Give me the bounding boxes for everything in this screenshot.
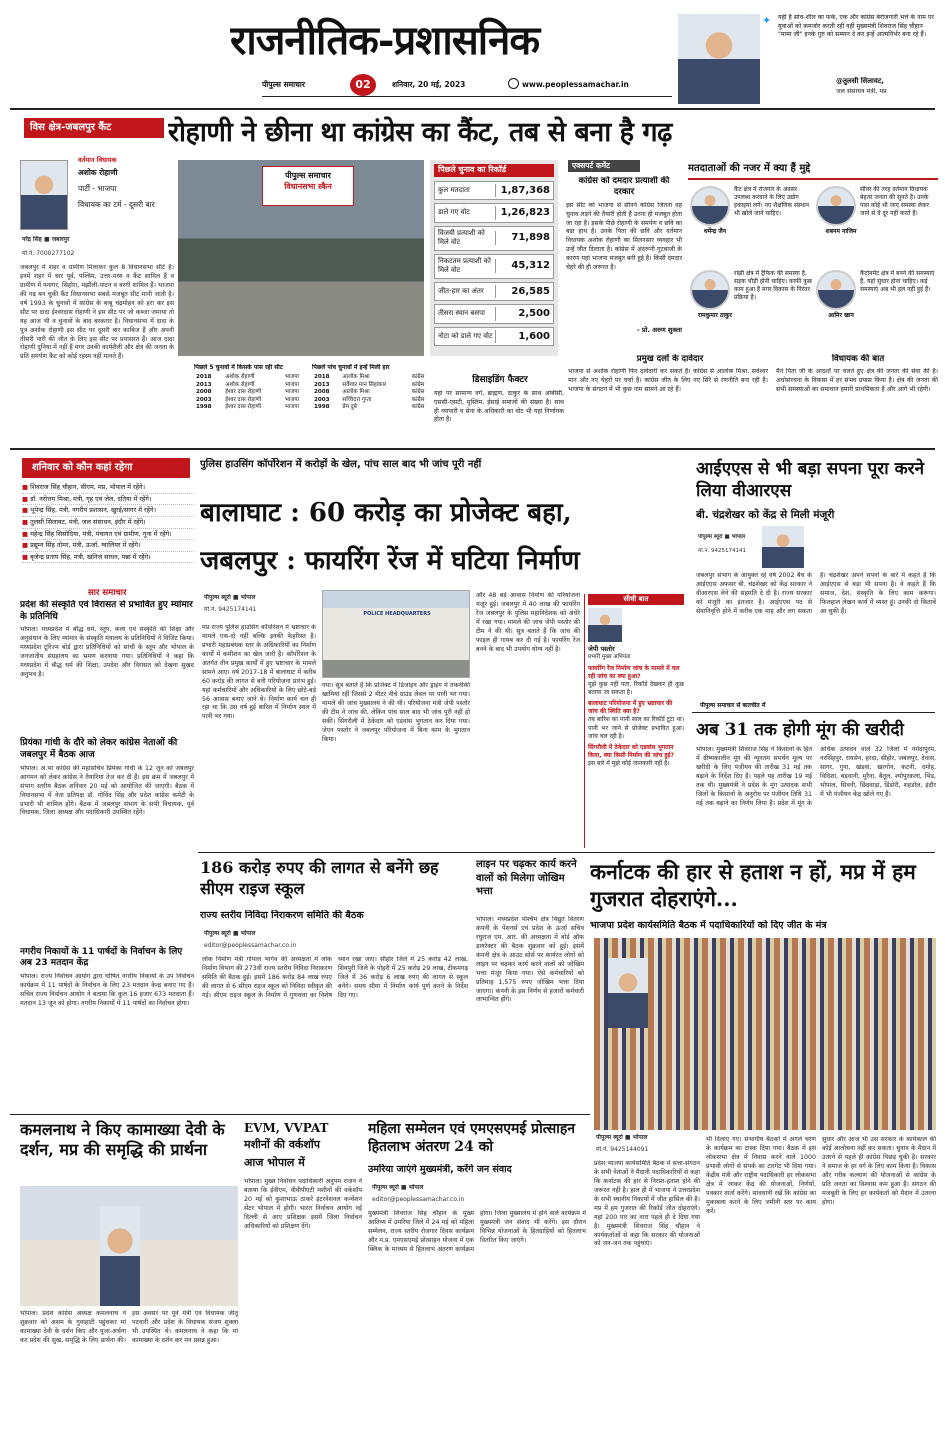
history-party: भाजपा bbox=[284, 389, 300, 396]
history-row bbox=[312, 404, 434, 412]
voter-comment: कैंट क्षेत्र में रोजगार के अवसर उपलब्ध करवाने के लिए उद्योग इकाइयां लगें। नए शैक्षणिक संस्थान भी खोले जाने चाहिए। bbox=[734, 186, 809, 218]
stat-label: विजयी प्रत्याशी को मिले वोट bbox=[438, 228, 485, 247]
masthead bbox=[0, 0, 945, 108]
history-year: 2013 bbox=[196, 381, 212, 388]
scan-brand: पीपुल्स समाचार bbox=[285, 171, 331, 180]
stat-value: 1,600 bbox=[495, 330, 550, 344]
history-row bbox=[312, 389, 434, 397]
section-title: राजनीतिक-प्रशासनिक bbox=[230, 17, 540, 64]
mla-says-text: मैंने पिता जी के आदर्शों पर चलते हुए क्षेत्र की जनता की सेवा की है। अधोसंरचना के विकास में हर संभव प्रयास किया है। क्षेत्र की जनता की सभी समस्याओं का समाधान हमारी प्राथमिकता है और आगे भी रहेगी। bbox=[776, 368, 938, 393]
stat-row bbox=[434, 282, 554, 302]
history-name: आलोक मिश्रा bbox=[342, 374, 370, 381]
saturday-list bbox=[22, 482, 194, 570]
winners-box bbox=[194, 364, 310, 440]
history-party: कांग्रेस bbox=[411, 404, 425, 411]
hq-sign: POLICE HEADQUARTERS bbox=[363, 611, 431, 617]
issue-date: शनिवार, 20 मई, 2023 bbox=[392, 80, 466, 89]
voter-photo bbox=[690, 186, 730, 226]
ias-headline: आईएएस से भी बड़ा सपना पूरा करने लिया वीआरएस bbox=[696, 459, 925, 502]
moong-headline: अब 31 तक होगी मूंग की खरीदी bbox=[696, 720, 904, 740]
tweet-role: जल संसाधन मंत्री, मप्र bbox=[836, 88, 887, 95]
stats-list bbox=[434, 181, 554, 346]
moong-body: भोपाल। मुख्यमंत्री शिवराज सिंह ने किसानों के हित में ग्रीष्मकालीन मूंग की न्यूनतम समर्थन मूल्य पर खरीदी के लिए पंजीयन की तारीख 31 मई तक बढ़ाने के निर्देश दिए हैं। पहले यह तारीख 19 मई तक थी। मुख्यमंत्री ने प्रदेश के मूंग उत्पादक सभी जिलों के किसानों के अनुरोध पर पंजीयन तिथि 31 मई तक बढ़ाने का निर्णय लिया है। प्रदेश में मूंग के अधिक उत्पादन वाले 32 जिलों में नर्मदापुरम, नरसिंहपुर, रायसेन, हरदा, सीहोर, जबलपुर, देवास, सागर, गुना, खंडवा, खरगोन, कटनी, दमोह, विदिशा, बड़वानी, मुरैना, बैतूल, श्योपुरकलां, भिंड, भोपाल, सिवनी, छिंदवाड़ा, डिंडोरी, शहडोल, इंदौर में भी पंजीयन केंद्र खोले गए हैं। bbox=[696, 746, 936, 807]
history-row bbox=[194, 374, 310, 382]
schedule-item: ■ डॉ. नरोत्तम मिश्रा, मंत्री, गृह एवं जेल, दतिया में रहेंगे। bbox=[22, 494, 194, 506]
stat-label: कुल मतदाता bbox=[438, 185, 470, 194]
history-party: कांग्रेस bbox=[411, 374, 425, 381]
karnataka-subhead: भाजपा प्रदेश कार्यसमिति बैठक में पदाधिकारियों को दिए जीत के मंत्र bbox=[590, 920, 827, 931]
losers-box bbox=[312, 364, 434, 440]
history-year: 2003 bbox=[196, 396, 212, 403]
schedule-item: ■ शिवराज सिंह चौहान, सीएम, मप्र, भोपाल में रहेंगे। bbox=[22, 482, 194, 494]
history-row bbox=[312, 374, 434, 382]
ias-footer: पीपुल्स समाचार से बातचीत में bbox=[700, 702, 766, 709]
evm-headline-2: मशीनों की वर्कशॉप bbox=[244, 1138, 320, 1151]
stat-value: 1,87,368 bbox=[495, 184, 550, 198]
history-party: कांग्रेस bbox=[411, 396, 425, 403]
police-headline-1: बालाघाट : 60 करोड़ का प्रोजेक्ट बहा, bbox=[200, 498, 572, 528]
voter-photo bbox=[816, 186, 856, 226]
factor-text: यहां पर सामान्य वर्ग, ब्राह्मण, ठाकुर के साथ ओबीसी, एससी-एसटी, मुस्लिम, ईसाई समाजों की संख्या है। साथ ही व्यापारी व सेना के अधिकारी का वोट भी यहां निर्णायक होता है। bbox=[434, 390, 564, 424]
lead-body: जबलपुर में शहर व ग्रामीण मिलाकर कुल 8 विधानसभा सीटें हैं। इनमें शहर में चार पूर्व, पश्चिम, उत्तर-मध्य व कैंट शामिल हैं व ग्रामीण में पनागर, सिहोरा, मंझौली-पाटन व बरगी शामिल हैं। भाजपा की गढ़ बन चुकी कैंट विधानसभा सबसे मजबूत सीट मानी जाती है। वर्ष 1993 के चुनावों में कांग्रेस के बाबू चंद्रमोहन को हरा कर इस सीट पर दादा ईश्वरदास रोहाणी ने इस सीट पर जो कब्जा जमाया तो यह आज भी व चुनावों के बाद बरकरार है। विधानसभा में दादा के पुत्र अशोक रोहाणी इस सीट पर दूसरी बार काबिज हैं और अपनी तीसरी पारी की जीत के लिए इस सीट पर प्रयासरत हैं। आज दादा रोहाणी दुनिया में नहीं हैं मगर उनकी कार्यशैली और क्षेत्र की जनता के प्रति समर्पण कैंट को कोई रहस्य नहीं मानते हैं। bbox=[20, 264, 174, 361]
ias-mobile: मो.नं. 9425174141 bbox=[698, 548, 747, 554]
voter-comment: रांझी क्षेत्र में ट्रैफिक की समस्या है, सड़क चौड़ी होनी चाहिए। काफी कुछ काम हुआ है मगर विकास के निरंतर प्रक्रिया है। bbox=[734, 270, 812, 302]
qa-answer: मुझे कुछ नहीं पता, रिकॉर्ड देखकर ही कुछ बताया जा सकता है। bbox=[588, 680, 684, 697]
voter-photo bbox=[816, 270, 856, 310]
history-name: सच्चिदत्त गुप्ता bbox=[342, 396, 372, 403]
paper-name: पीपुल्स समाचार bbox=[262, 80, 305, 89]
qa-person: जेपी पस्तोर bbox=[588, 645, 615, 654]
speaker bbox=[608, 958, 648, 1028]
lead-headline: रोहाणी ने छीना था कांग्रेस का कैंट, तब से बना है गढ़ bbox=[168, 117, 672, 148]
stats-panel bbox=[430, 160, 558, 356]
police-byline: पीपुल्स ब्यूरो ■ भोपाल bbox=[204, 594, 256, 601]
history-name: ईश्वर दास रोहाणी bbox=[225, 396, 262, 403]
brief-column bbox=[20, 600, 194, 1112]
constituency-photo bbox=[178, 160, 424, 356]
voter-name: धर्मेन्द्र जैन bbox=[703, 228, 727, 235]
mla-party: पार्टी - भाजपा bbox=[78, 184, 117, 193]
brief-text: भोपाल। राज्य निर्वाचन आयोग द्वारा घोषित नगरीय निकायों के उप निर्वाचन कार्यक्रम में 11 पार्षदों के निर्वाचन के लिए 23 मतदान केन्द्र बनाए गए हैं। सचिव राज्य निर्वाचन आयोग ने बताया कि कुल 16 हजार 673 मतदाता हैं। मतदान 13 जून को होगा। नगरीय निकायों में 11 पार्षदों का निर्वाचन होगा। bbox=[20, 973, 194, 1007]
ias-body: जबलपुर संभाग के आयुक्त रहे वर्ष 2002 बैच के आईएएस अफसर बी. चंद्रशेखर को केंद्र सरकार ने वीआरएस लेने की सहमति दे दी है। राज्य सरकार को मंजूरी का इंतजार है। आईएएस पद से सेवानिवृत्ति होने में करीब एक माह और लग सकता है। चंद्रशेखर अपने सपनों के बारे में कहते हैं कि आईएएस से बड़ा भी सपना है। वे कहते हैं कि समाज, देश, संस्कृति के लिए काम करूंगा। फिलहाल लेखन कार्य में व्यस्त हूं। उनकी दो किताबें आ चुकी हैं। bbox=[696, 572, 936, 615]
qa-question: फायरिंग रेंज निर्माण जांच के मामले में चल रही जांच का क्या हुआ? bbox=[588, 664, 680, 680]
brief-title: नगरीय निकायों के 11 पार्षदों के निर्वाचन के लिए अब 23 मतदान केंद्र bbox=[20, 946, 183, 969]
ias-subhead: बी. चंद्रशेखर को केंद्र से मिली मंजूरी bbox=[696, 509, 835, 521]
losers-table bbox=[312, 374, 434, 412]
kamalnath-photo bbox=[20, 1186, 238, 1306]
schedule-item: ■ प्रद्युम्न सिंह तोमर, मंत्री, ऊर्जा, ग्वालियर में रहेंगे। bbox=[22, 540, 194, 552]
stat-value: 45,312 bbox=[495, 259, 550, 273]
history-year: 2003 bbox=[314, 396, 330, 403]
women-headline: महिला सम्मेलन एवं एमएसएमई प्रोत्साहन हितलाभ अंतरण 24 को bbox=[368, 1121, 576, 1156]
hq-photo bbox=[322, 590, 470, 678]
ias-byline: पीपुल्स ब्यूरो ■ भोपाल bbox=[698, 534, 746, 540]
stat-label: नोटा को डाले गए वोट bbox=[438, 331, 493, 340]
history-year: 2013 bbox=[314, 381, 330, 388]
karnataka-headline: कर्नाटक की हार से हताश न हों, मप्र में हम गुजरात दोहराएंगे... bbox=[590, 859, 916, 912]
history-party: कांग्रेस bbox=[411, 381, 425, 388]
minister-tweet: यही है सोच-शील का फर्क, एक और कांग्रेस बेरोजगारी भत्ते के नाम पर युवाओं को कमजोर करती रही वहीं मुख्यमंत्री शिवराज सिंह चौहान "मामा जी" इनके गुरु को सम्मान दे कर इन्हें आत्मनिर्भर बना रहे हैं। bbox=[778, 14, 934, 39]
parties-text: भाजपा से अशोक रोहाणी फिर दावेदारी कर सकते हैं। कांग्रेस से आलोक मिश्रा, सर्वेश्वर मान और नए चेहरों पर चर्चा है। कांग्रेस जीत के लिए नए सिरे से रणनीति बना रही है। भाजपा के संगठन में भी कुछ नाम सामने आ रहे हैं। bbox=[568, 368, 768, 393]
globe-icon bbox=[508, 78, 519, 89]
stats-title: पिछले चुनाव का रिकॉर्ड bbox=[434, 164, 554, 177]
voter-card bbox=[690, 186, 812, 236]
winners-table bbox=[194, 374, 310, 412]
cmrise-byline: पीपुल्स ब्यूरो ■ भोपाल bbox=[204, 930, 256, 937]
stat-value: 1,26,823 bbox=[495, 206, 550, 220]
history-name: ईश्वर दास रोहाणी bbox=[225, 404, 262, 411]
stat-value: 26,585 bbox=[495, 285, 550, 299]
voter-comment: सीवर की तरह वर्तमान विधायक बेहतर जनता की सुनते हैं। उनके पास कोई भी जाए समस्या लेकर जाने से वे दूर नहीं करते हैं। bbox=[860, 186, 929, 218]
stat-row bbox=[434, 254, 554, 279]
ias-photo bbox=[762, 526, 804, 568]
police-body-2: गया। सूत्र बताते हैं कि प्रोजेक्ट में डिजाइन और ड्राइंग में तकनीकी खामियां रहीं जिससे 2 मीटर नीचे ग्राउंड लेवल पर पानी भर गया। मामले की जांच मुख्यालय ने की थी। परियोजना मंत्री जेपी पस्तोर की टीम ने जांच की, लेकिन पांच साल बाद भी जांच पूरी नहीं हो सकी। सिंगरौली में ठेकेदार को एडवांस भुगतान कर दिया गया। जेएन पस्तोर ने जबलपुर परियोजना में बिना काम के भुगतान किया। bbox=[322, 682, 470, 743]
website-link[interactable]: www.peoplessamachar.in bbox=[522, 80, 629, 89]
women-body: मुख्यमंत्री शिवराज सिंह चौहान के मुख्य आतिथ्य में उमरिया जिले में 24 मई को महिला सम्मेलन, राज्य स्तरीय रोजगार दिवस कार्यक्रम और म.प्र. एमएसएमई प्रोत्साहन योजना में एक क्लिक के माध्यम से हितलाभ अंतरण कार्यक्रम होगा। जिला मुख्यालय में होने वाले कार्यक्रम में मुख्यमंत्री जन संवाद भी करेंगे। इस दौरान विभिन्न योजनाओं के हितग्राहियों को हितलाभ वितरित किए जाएंगे। bbox=[368, 1210, 586, 1253]
brief-title: प्रदेश की संस्कृति एवं विरासत से प्रभावित हुए म्यांमार के प्रतिनिधि bbox=[20, 600, 193, 622]
history-party: भाजपा bbox=[284, 374, 300, 381]
stat-label: तीसरा स्थान बसपा bbox=[438, 309, 485, 318]
qa-box bbox=[584, 594, 684, 848]
voter-name: शबनम नाजिम bbox=[825, 228, 857, 235]
losers-title: पिछले पांच चुनावों में इन्हें मिली हार bbox=[312, 364, 390, 371]
history-year: 1998 bbox=[314, 404, 330, 411]
police-overline: पुलिस हाउसिंग कॉर्पोरेशन में करोड़ों के खेल, पांच साल बाद भी जांच पूरी नहीं bbox=[200, 459, 482, 470]
brief-label: सार समाचार bbox=[88, 588, 127, 598]
kamalnath-body: भोपाल। प्रदेश कांग्रेस अध्यक्ष कमलनाथ ने शुक्रवार को असम के गुवाहाटी पहुंचकर मां कामाख्या देवी के दर्शन किए और पूजा-अर्चना कर प्रदेश की सुख, समृद्धि के लिए प्रार्थना की। इस अवसर पर पूर्व मंत्री एवं विधायक जीतू पटवारी और प्रदेश के विधायक संजय शुक्ला भी उपस्थित थे। कमलनाथ ने कहा कि मां कामाख्या के दर्शन कर मन प्रसन्न हुआ। bbox=[20, 1310, 238, 1344]
women-byline: पीपुल्स ब्यूरो ■ भोपाल bbox=[372, 1184, 424, 1191]
evm-headline-3: आज भोपाल में bbox=[244, 1156, 305, 1169]
mla-photo bbox=[20, 160, 68, 230]
lead-kicker: विस क्षेत्र-जबलपुर कैंट bbox=[24, 118, 164, 138]
history-name: आलोक मिश्रा bbox=[342, 389, 370, 396]
qa-role: प्रभारी मुख्य अभियंता bbox=[588, 654, 631, 661]
brief-title: प्रियंका गांधी के दौरे को लेकर कांग्रेस नेताओं की जबलपुर में बैठक आज bbox=[20, 738, 178, 761]
stat-row bbox=[434, 327, 554, 347]
voter-name: रामकुमार ठाकुर bbox=[698, 312, 732, 319]
history-name: अशोक रोहाणी bbox=[225, 374, 255, 381]
voter-card bbox=[690, 270, 812, 320]
history-party: भाजपा bbox=[284, 396, 300, 403]
twitter-icon: ✦ bbox=[762, 16, 772, 26]
history-year: 2018 bbox=[314, 374, 330, 381]
qa-question: सिंगरौली में ठेकेदार को एडवांस भुगतान किया, क्या किसी निर्माण की जांच हुई? bbox=[588, 743, 674, 759]
schedule-item: ■ महेन्द्र सिंह सिसोदिया, मंत्री, पंचायत एवं ग्रामीण, गुना में रहेंगे। bbox=[22, 529, 194, 541]
mla-label: वर्तमान विधायक bbox=[78, 156, 117, 164]
mla-term: विधायक का टर्म - दूसरी बार bbox=[78, 200, 155, 209]
schedule-item: ■ तुलसी सिलावट, मंत्री, जल संसाधन, इंदौर में रहेंगे। bbox=[22, 517, 194, 529]
lead-reporter: नरेंद्र सिंह ■ जबलपुर bbox=[22, 236, 70, 243]
cmrise-subhead: राज्य स्तरीय निविदा निराकरण समिति की बैठक bbox=[200, 910, 364, 921]
line-headline: लाइन पर चढ़कर कार्य करने वालों को मिलेगा जोखिम भत्ता bbox=[476, 859, 577, 897]
voter-name: आमिर खान bbox=[828, 312, 854, 319]
tweet-handle: @तुलसी सिलावट, bbox=[836, 77, 884, 85]
brief-text: भोपाल। अ.भा कांग्रेस की महासचिव प्रियंका गांधी के 12 जून को जबलपुर आगमन को लेकर कांग्रेस ने तैयारियां तेज कर दी हैं। इस क्रम में जबलपुर में संभाग स्तरीय बैठक शनिवार 20 मई को आयोजित की जाएगी। बैठक में विधानसभा में नेता प्रतिपक्ष डॉ. गोविंद सिंह और प्रदेश कांग्रेस कमेटी के प्रभारी भी शामिल होंगे। बैठक में जबलपुर संभाग के सभी विधायक, पूर्व विधायक, जिला अध्यक्ष और पदाधिकारी उपस्थित रहेंगे। bbox=[20, 764, 194, 817]
history-name: अशोक रोहाणी bbox=[225, 381, 255, 388]
stat-row bbox=[434, 304, 554, 324]
cmrise-headline: 186 करोड़ रुपए की लागत से बनेंगे छह सीएम राइज स्कूल bbox=[200, 858, 439, 898]
history-name: ईश्वर दास रोहाणी bbox=[225, 389, 262, 396]
cmrise-email: editor@peoplessamachar.co.in bbox=[204, 942, 297, 949]
qa-question: बालाघाट परियोजना में हुए भ्रष्टाचार की जांच की स्थिति क्या है? bbox=[588, 699, 673, 715]
history-row bbox=[194, 389, 310, 397]
police-body-3: और 48 बड़े आवास निर्माण की परियोजना मंजूर हुई। जबलपुर में 40 लाख की फायरिंग रेंज जबलपुर के पुलिस महानिदेशक को अंधेरे में रखा गया। मामले की जांच जेपी पस्तोर की टीम ने की थी। सूत्र बताते हैं कि जांच की फाइल ही गायब कर दी गई है। फायरिंग रेंज बनने के बाद भी उपयोग योग्य नहीं है। bbox=[476, 592, 580, 653]
winners-title: पिछले 5 चुनावों में किसके पास रही सीट bbox=[194, 364, 283, 371]
mla-name: अशोक रोहाणी bbox=[78, 168, 118, 177]
brief-text: भोपाल। मध्यप्रदेश में बौद्ध धर्म, स्तूप, कला एवं संस्कृति की शिक्षा और अनुसंधान के लिए म्यांमार के संस्कृति मंत्रालय के प्रतिनिधियों ने विजिट किया। मध्यप्रदेश टूरिज्म बोर्ड द्वारा प्रतिनिधियों को सांची के स्तूप और भोपाल के जनजातीय संग्रहालय का भ्रमण करवाया गया। प्रतिनिधियों ने कहा कि मध्यप्रदेश में बौद्ध धर्म की शिक्षा, उपदेश और विरासत को देखना सुखद अनुभव है। bbox=[20, 626, 194, 679]
lead-mobile: मो.नं. 7000277102 bbox=[22, 250, 75, 257]
voter-card bbox=[816, 270, 938, 320]
schedule-item: ■ भूपेन्द्र सिंह, मंत्री, नगरीय प्रशासन, खुरई/सागर में रहेंगे। bbox=[22, 505, 194, 517]
evm-body: भोपाल। मुख्य निर्वाचन पदाधिकारी अनुपम राजन ने बताया कि ईवीएम, वीवीपीएटी मशीनों की वर्कशॉप 20 मई को कुशाभाऊ ठाकरे इंटरनेशनल कन्वेंशन सेंटर भोपाल में होगी। भारत निर्वाचन आयोग नई दिल्ली से आए प्रशिक्षक इसमें जिला निर्वाचन अधिकारियों को प्रशिक्षण देंगे। bbox=[244, 1178, 362, 1230]
evm-headline-1: EVM, VVPAT bbox=[244, 1121, 329, 1135]
history-year: 2018 bbox=[196, 374, 212, 381]
police-headline-2: जबलपुर : फायरिंग रेंज में घटिया निर्माण bbox=[200, 546, 580, 576]
line-body: भोपाल। मध्यप्रदेश पश्चिम क्षेत्र विद्युत वितरण कंपनी के पेंशनर्स एवं प्रदेश के ऊर्जा सचिव रघुराज एम. आर. की अध्यक्षता में बोर्ड ऑफ डायरेक्टर की बैठक शुक्रवार को हुई। इसमें कंपनी क्षेत्र के आउट सोर्स पर कार्यरत लोगों को लाइन पर चढ़कर कार्य करने वालों को जोखिम भत्ता मंजूर किया गया। ऐसे कर्मचारियों को प्रतिमाह 1,575 रुपए जोखिम भत्ता दिया जाएगा। कंपनी के इस निर्णय से हजारों कर्मचारी लाभान्वित होंगे। bbox=[476, 916, 584, 1004]
women-email: editor@peoplessamachar.co.in bbox=[372, 1196, 465, 1203]
voters-title: मतदाताओं की नजर में क्या हैं मुद्दे bbox=[688, 162, 938, 180]
stat-value: 71,898 bbox=[495, 231, 550, 245]
history-year: 2008 bbox=[196, 389, 212, 396]
expert-author: - प्रो. अरुण शुक्ला bbox=[637, 326, 682, 334]
schedule-item: ■ बृजेन्द्र प्रताप सिंह, मंत्री, खनिज साधन, पन्ना में रहेंगे। bbox=[22, 552, 194, 564]
history-party: भाजपा bbox=[284, 404, 300, 411]
stat-row bbox=[434, 203, 554, 223]
page-number: 02 bbox=[350, 74, 376, 96]
history-name: सर्वेश्वर मान सिंहांकार bbox=[342, 381, 387, 388]
stat-row bbox=[434, 226, 554, 251]
history-party: कांग्रेस bbox=[411, 389, 425, 396]
mla-says-title: विधायक की बात bbox=[831, 354, 885, 364]
karnataka-mobile: मो.नं. 9425144091 bbox=[596, 1146, 649, 1153]
parties-title: प्रमुख दलों के दावेदार bbox=[636, 354, 704, 364]
police-mobile: मो.नं. 9425174141 bbox=[204, 606, 257, 613]
voters-panel bbox=[686, 180, 940, 356]
scan-badge bbox=[262, 166, 354, 206]
history-party: भाजपा bbox=[284, 381, 300, 388]
expert-tag: एक्सपर्ट कमेंट bbox=[568, 160, 640, 172]
karnataka-body-3: सुधार और आज भी उस सरकार के कार्यकाल की कोई आलोचना नहीं कर सकता। चुनाव के मैदान में उतरने से पहले ही कांग्रेस पिछड़ चुकी है। सरकार ने समाज के हर वर्ग के लिए काम किया है। विकास और गरीब कल्याण की योजनाओं से कांग्रेस के प्रति जनता का विश्वास कम हुआ है। संगठन की मजबूती के लिए हर कार्यकर्ता को मैदान में उतरना होगा। bbox=[822, 1136, 936, 1206]
qa-answer: तब बारिश का पानी साल का रिकॉर्ड टूटा था। पानी भर जाने से प्रोजेक्ट प्रभावित हुआ। जांच चल रही है। bbox=[588, 716, 684, 741]
scan-label: विधानसभा स्कैन bbox=[284, 181, 332, 191]
history-name: प्रेम दुबे bbox=[342, 404, 357, 411]
factor-title: डिसाइडिंग फैक्टर bbox=[472, 375, 528, 385]
cmrise-body: लोक निर्माण मंत्री गोपाल भार्गव की अध्यक्षता में लोक निर्माण विभाग की 273वीं राज्य स्तरीय निविदा निराकरण समिति की बैठक हुई। इसमें 186 करोड़ 84 लाख रुपए की लागत से 6 सीएम राइज स्कूल को निविदा स्वीकृत की गई। सीएम राइज स्कूल के निर्माण में गुणवत्ता का विशेष ध्यान रखा जाए। सीहोर जिले में 25 करोड़ 42 लाख, शिवपुरी जिले के पोहरी में 25 करोड़ 29 लाख, टीकमगढ़ जिले में 36 करोड़ 6 लाख रुपए की लागत से स्कूल बनेंगे। समय सीमा में निर्माण कार्य पूर्ण करने के निर्देश दिए गए। bbox=[202, 956, 468, 999]
karnataka-body-1: प्रदेश भाजपा कार्यसमिति बैठक में सत्ता-संगठन के सभी नेताओं ने मैदानी पदाधिकारियों से कहा कि कर्नाटक की हार से निराश-हताश होने की जरूरत नहीं है। हाल ही में भाजपा ने उत्तरप्रदेश के सभी स्थानीय निकायों में जीत हासिल की है। मप्र में हम गुजरात की रिकॉर्ड जीत दोहराएंगे। यहां 200 पार का नारा पहले ही दे दिया गया है। मुख्यमंत्री शिवराज सिंह चौहान ने कार्यकर्ताओं से कहा कि सरकार की योजनाओं को जन-जन तक पहुंचाएं। bbox=[594, 1160, 700, 1248]
voter-card bbox=[816, 186, 938, 236]
expert-text: इस सीट को भाजपा से छीनने कांग्रेस जितना वह चुनाव लड़ने की तैयारी होती है उतना ही मजबूत होता जा रहा है। इसके पीछे रोहाणी के समर्पण व छवि का बड़ा हाथ है। उनके पिता की छवि और वर्तमान विधायक अशोक रोहाणी का मिलनसार व्यवहार भी उन्हें जीत दिलाता है। कांग्रेस में अंदरूनी गुटबाजी के कारण यहां भाजपा मजबूत बनी हुई है। किसी दमदार चेहरे की ही जरूरत है। bbox=[566, 202, 682, 271]
stat-label: निकटतम प्रत्याशी को मिले वोट bbox=[438, 256, 491, 275]
stat-label: डाले गए वोट bbox=[438, 208, 470, 217]
stat-label: जीत-हार का अंतर bbox=[438, 286, 484, 295]
expert-title: कांग्रेस को दमदार प्रत्याशी की दरकार bbox=[578, 176, 670, 198]
karnataka-photo bbox=[594, 938, 936, 1130]
kamalnath-headline: कमलनाथ ने किए कामाख्या देवी के दर्शन, मप्र की समृद्धि की प्रार्थना bbox=[20, 1120, 225, 1160]
minister-photo bbox=[678, 14, 760, 104]
kamalnath-figure bbox=[100, 1206, 140, 1306]
saturday-title: शनिवार को कौन कहां रहेगा bbox=[22, 458, 190, 478]
qa-answer: इस बारे में मुझे कोई जानकारी नहीं है। bbox=[588, 759, 670, 767]
women-subhead: उमरिया जाएंगे मुख्यमंत्री, करेंगे जन संवाद bbox=[368, 1164, 512, 1175]
qa-person-photo bbox=[588, 608, 622, 642]
karnataka-body-2: भी दिलाए गए। संभागीय बैठकों में अगले चरण के कार्यक्रम का टास्क दिया गया। बैठक में इस लोकसभा क्षेत्र में निवास करने वाले 1000 प्रभावी लोगों से संपर्क का टारगेट भी दिया गया। केंद्रीय मंत्री और राष्ट्रीय पदाधिकारी हर लोकसभा क्षेत्र में जाकर केंद्र की योजनाओं, निर्णयों, पत्रकार वार्ता करेंगे। सावधानी रखें कि कांग्रेस का मुकाबला करने के लिए जमीनी स्तर पर काम करें। bbox=[706, 1136, 816, 1215]
history-year: 2008 bbox=[314, 389, 330, 396]
voter-photo bbox=[690, 270, 730, 310]
karnataka-byline: पीपुल्स ब्यूरो ■ भोपाल bbox=[596, 1134, 648, 1141]
police-body-1: मप्र राज्य पुलिस हाउसिंग कॉर्पोरेशन में भ्रष्टाचार के मामले एक-दो नहीं बल्कि इनकी फेहरिस्त है। प्रभारी महाप्रबंधक स्तर के अधिकारियों का निर्माण कार्यों में कमीशन का खेल जारी है। कॉर्पोरेशन के अंतर्गत तीन प्रमुख कार्यों में हुए भ्रष्टाचार के मामले सामने आए। वर्ष 2017-18 में बालाघाट में करीब 60 करोड़ की लागत से बनी परियोजना प्रारंभ हुई। यहां कर्मचारियों और अधिकारियों के लिए छोटे-बड़े 56 आवास बनाए जाने थे। निर्माण कार्य चल ही रहा था कि उस वर्ष हुई बारिश में निर्माण स्थल में पानी भर गया। bbox=[202, 624, 316, 721]
history-row bbox=[194, 404, 310, 412]
qa-tag: सीधी बात bbox=[588, 594, 684, 605]
history-year: 1998 bbox=[196, 404, 212, 411]
voter-comment: कैंटोनमेंट क्षेत्र में बनने की समस्याएं हैं, यहां सुधार होना चाहिए। कई समस्याएं अब भी हल नहीं हुई हैं। bbox=[860, 270, 935, 294]
stat-row bbox=[434, 181, 554, 201]
stat-value: 2,500 bbox=[495, 307, 550, 321]
